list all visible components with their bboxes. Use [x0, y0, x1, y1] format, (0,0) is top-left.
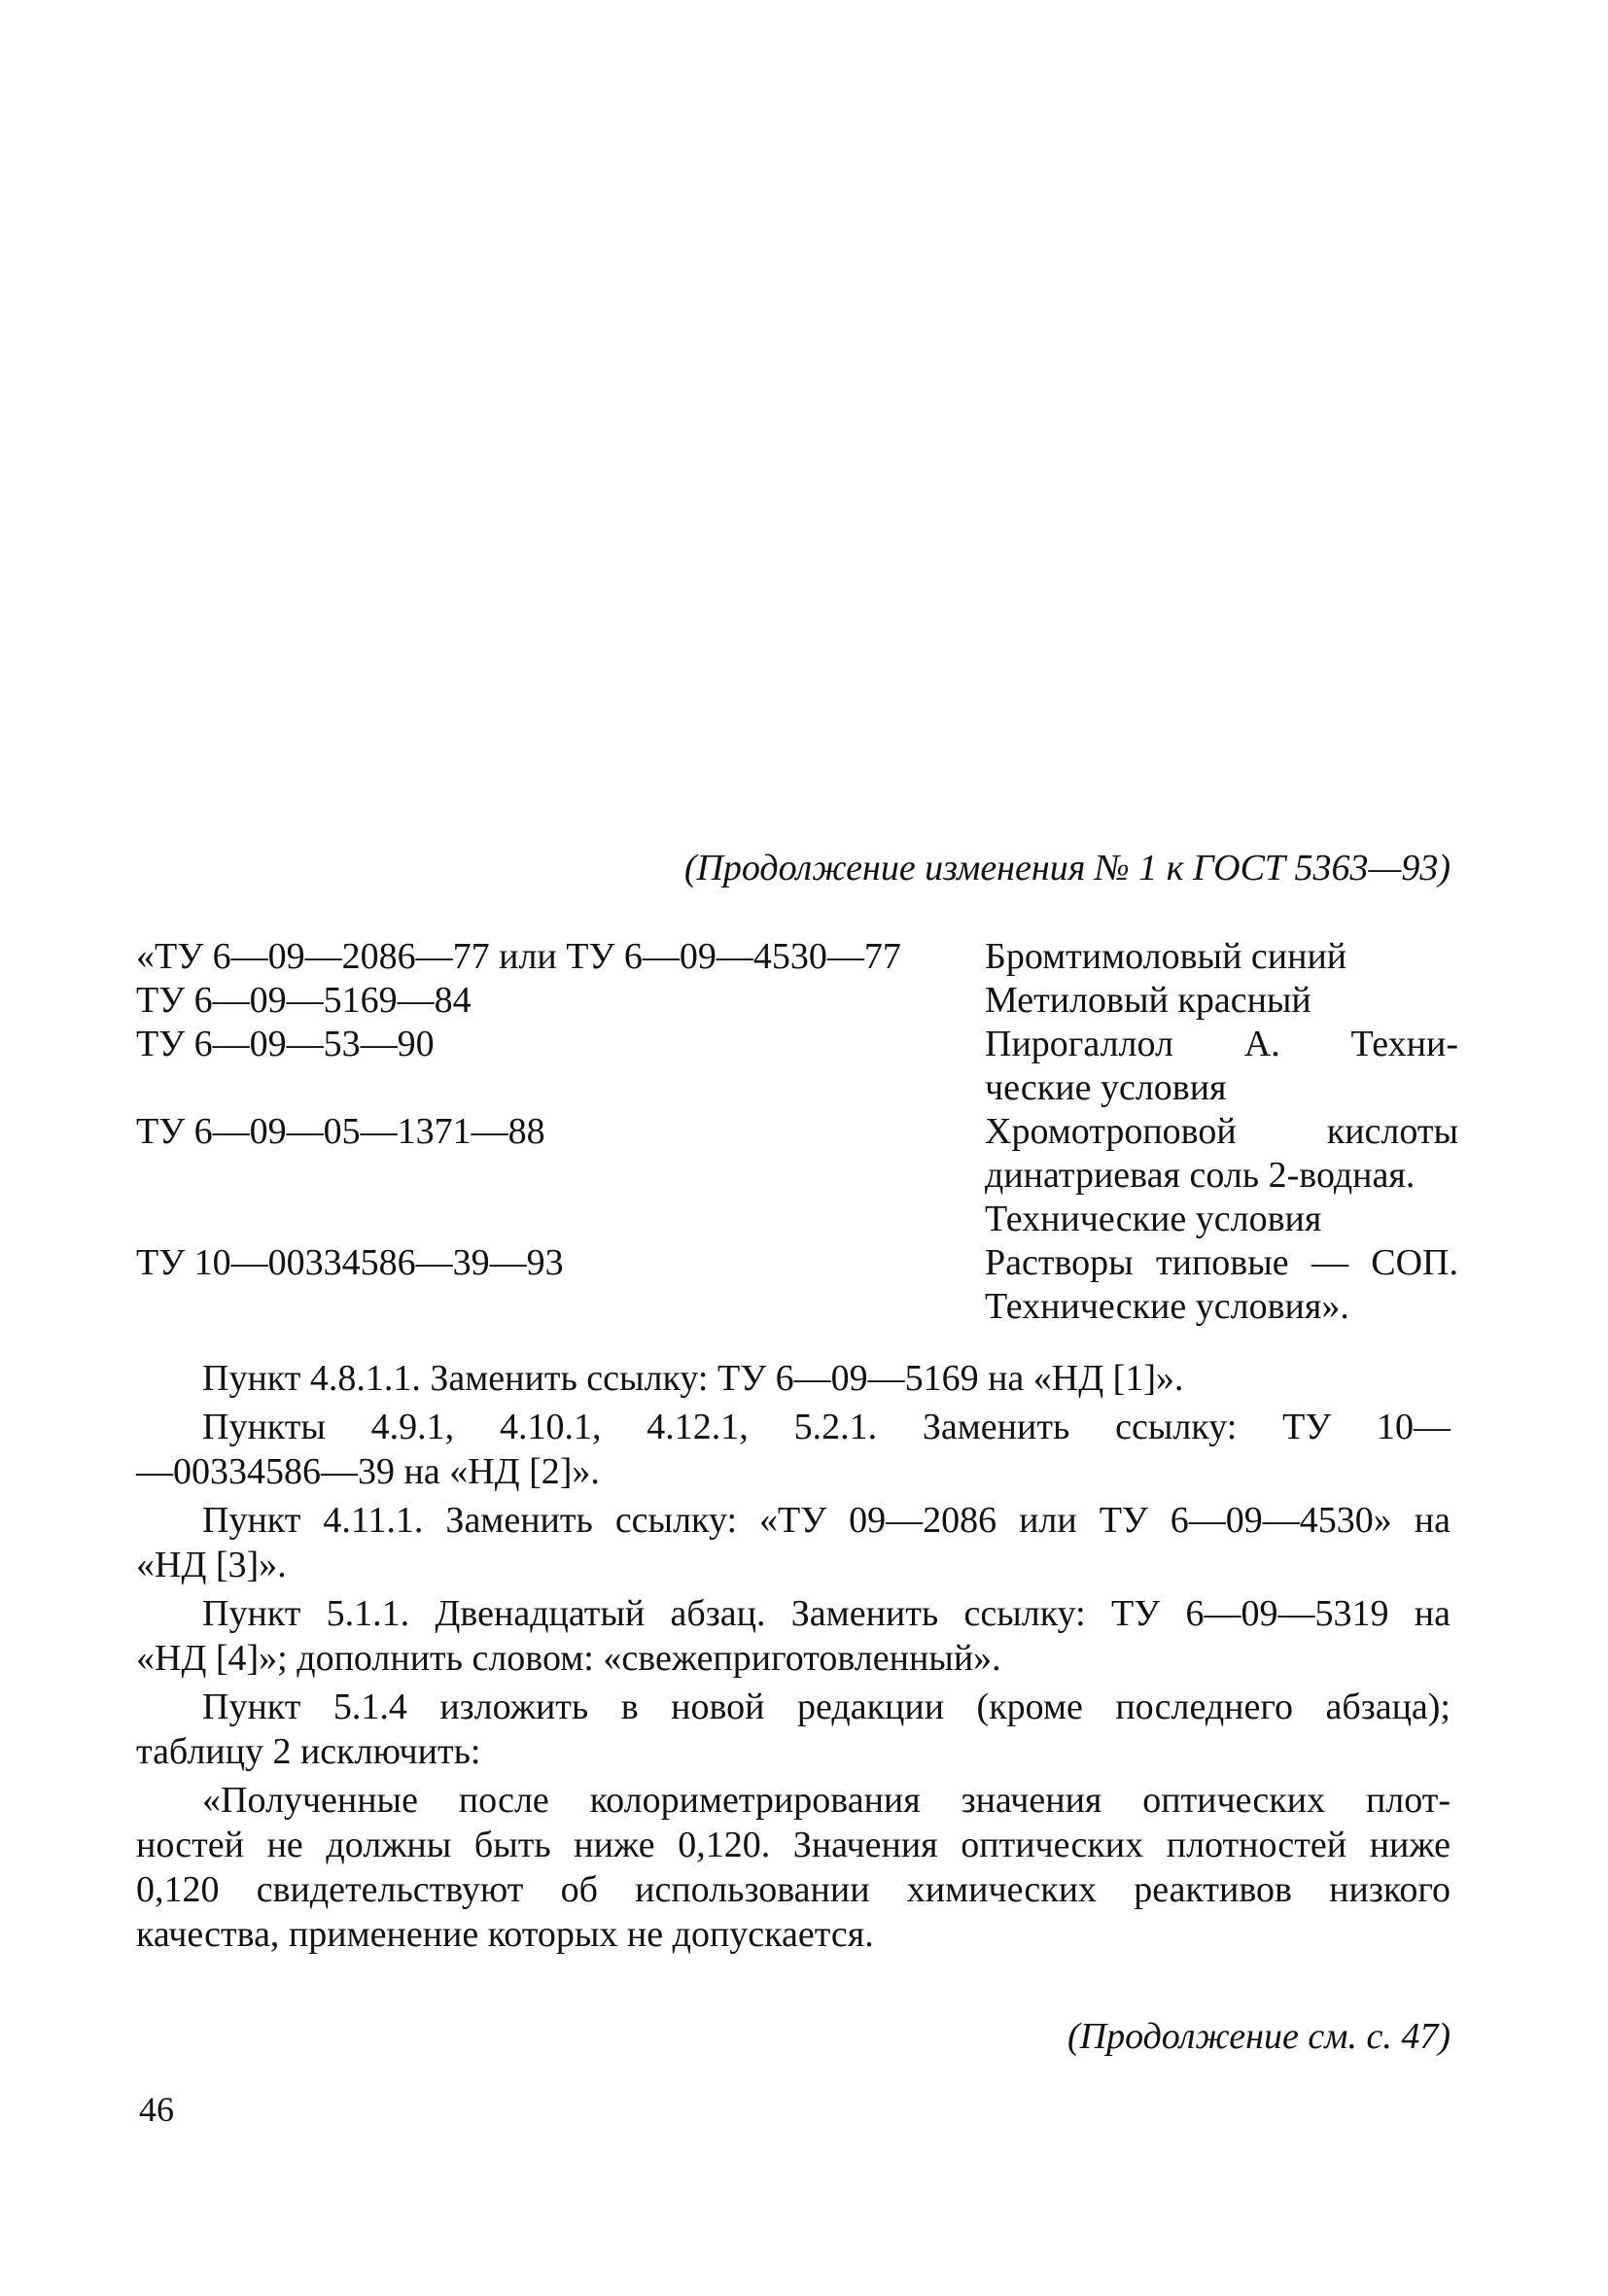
reference-name [985, 1023, 1458, 1110]
reference-name-line: динатриевая соль 2-водная. [985, 1155, 1416, 1196]
reference-code: ТУ 6—09—05—1371—88 [136, 1111, 545, 1152]
reference-code: ТУ 6—09—53—90 [136, 1024, 435, 1064]
paragraph-line: «Полученные после колориметрирования значения оптических плот- [202, 1780, 1451, 1821]
reference-row [136, 1241, 1458, 1329]
paragraph [136, 1498, 1451, 1587]
paragraph [136, 1405, 1451, 1494]
reference-name-line: Растворы типовые — СОП. [985, 1242, 1458, 1283]
paragraph-line: ностей не должны быть ниже 0,120. Значения оптических плотностей ниже [136, 1825, 1451, 1865]
paragraph [136, 1778, 1451, 1957]
reference-code: ТУ 6—09—5169—84 [136, 980, 472, 1021]
reference-name [985, 1241, 1458, 1329]
reference-table [136, 935, 1458, 1329]
paragraph-line: Пункт 4.8.1.1. Заменить ссылку: ТУ 6—09—5169 на «НД [1]». [202, 1358, 1184, 1399]
reference-name-line: Бромтимоловый синий [985, 936, 1347, 977]
reference-name-line: Технические условия». [985, 1286, 1349, 1327]
paragraph-line: Пункт 5.1.4 изложить в новой редакции (кроме последнего абзаца); [202, 1687, 1451, 1727]
paragraph-line: Пункты 4.9.1, 4.10.1, 4.12.1, 5.2.1. Заменить ссылку: ТУ 10— [202, 1407, 1451, 1447]
reference-name-line: Технические условия [985, 1199, 1322, 1239]
reference-name-line: ческие условия [985, 1067, 1227, 1108]
paragraph-line: 0,120 свидетельствуют об использовании химических реактивов низкого [136, 1869, 1451, 1910]
reference-name-line: Метиловый красный [985, 980, 1311, 1021]
paragraph-line: Пункт 5.1.1. Двенадцатый абзац. Заменить ссылку: ТУ 6—09—5319 на [202, 1593, 1451, 1634]
reference-row [136, 1023, 1458, 1110]
reference-row [136, 979, 1458, 1023]
reference-name-line: Пирогаллол А. Техни- [985, 1024, 1458, 1064]
reference-name [985, 1110, 1458, 1241]
paragraph [136, 1356, 1451, 1401]
paragraph-line: качества, применение которых не допускается. [136, 1914, 874, 1955]
paragraph-line: Пункт 4.11.1. Заменить ссылку: «ТУ 09—2086 или ТУ 6—09—4530» на [202, 1500, 1451, 1541]
paragraph [136, 1591, 1451, 1681]
reference-name [985, 979, 1458, 1023]
paragraph-line: таблицу 2 исключить: [136, 1731, 481, 1772]
reference-code: «ТУ 6—09—2086—77 или ТУ 6—09—4530—77 [136, 936, 901, 977]
paragraph [136, 1685, 1451, 1774]
page-number: 46 [139, 2090, 174, 2129]
reference-row [136, 1110, 1458, 1241]
reference-name [985, 935, 1458, 979]
reference-code: ТУ 10—00334586—39—93 [136, 1242, 564, 1283]
paragraph-line: «НД [4]»; дополнить словом: «свежеприготовленный». [136, 1638, 1001, 1679]
amendment-text [136, 1356, 1451, 1961]
paragraph-line: «НД [3]». [136, 1545, 287, 1585]
reference-row [136, 935, 1458, 979]
paragraph-line: —00334586—39 на «НД [2]». [136, 1451, 600, 1492]
reference-name-line: Хромотроповой кислоты [985, 1111, 1458, 1152]
continuation-footer: (Продолжение см. с. 47) [1066, 2016, 1451, 2057]
continuation-header: (Продолжение изменения № 1 к ГОСТ 5363—93) [683, 848, 1451, 888]
